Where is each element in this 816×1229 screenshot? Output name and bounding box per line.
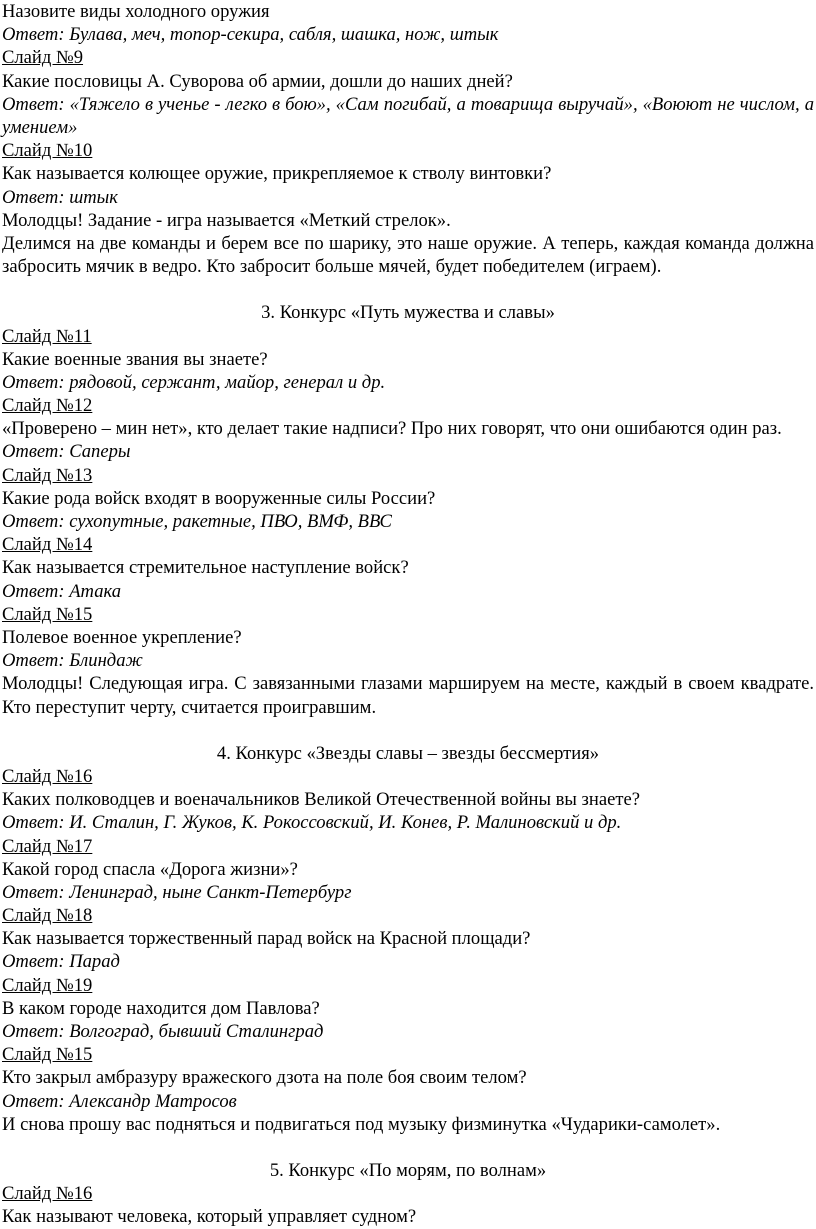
answer: Ответ: И. Сталин, Г. Жуков, К. Рокоссовский, И. Конев, Р. Малиновский и др. — [2, 812, 622, 834]
paragraph: Делимся на две команды и берем все по шарику, это наше оружие. А теперь, каждая команда должна забросить мячик в ведро. Кто забросит больше мячей, будет победителем (играем). — [2, 232, 814, 278]
question: Назовите виды холодного оружия — [2, 1, 270, 22]
section-heading: 5. Конкурс «По морям, по волнам» — [269, 1159, 547, 1181]
slide-heading: Слайд №16 — [2, 765, 93, 787]
slide-heading: Слайд №14 — [2, 534, 93, 556]
question: Как называется стремительное наступление войск? — [2, 557, 409, 579]
slide-heading: Слайд №19 — [2, 974, 93, 996]
slide-heading: Слайд №13 — [2, 464, 93, 486]
question: Как называется торжественный парад войск на Красной площади? — [2, 928, 531, 950]
slide-heading: Слайд №15 — [2, 1044, 93, 1066]
question: «Проверено – мин нет», кто делает такие надписи? Про них говорят, что они ошибаются один раз. — [2, 418, 782, 440]
answer: Ответ: рядовой, сержант, майор, генерал и др. — [2, 371, 386, 393]
question: Какой город спасла «Дорога жизни»? — [2, 858, 298, 880]
paragraph: Молодцы! Задание - игра называется «Меткий стрелок». — [2, 209, 451, 231]
question: В каком городе находится дом Павлова? — [2, 997, 320, 1019]
question: Как называется колющее оружие, прикрепляемое к стволу винтовки? — [2, 163, 552, 185]
answer: Ответ: Александр Матросов — [2, 1090, 237, 1112]
question: Какие рода войск входят в вооруженные силы России? — [2, 487, 436, 509]
answer: Ответ: «Тяжело в ученье - легко в бою», «Сам погибай, а товарища выручай», «Воюют не числом, а умением» — [2, 93, 814, 138]
slide-heading: Слайд №10 — [2, 140, 93, 162]
paragraph: Молодцы! Следующая игра. С завязанными глазами маршируем на месте, каждый в своем квадрате. Кто переступит черту, считается проигравшим. — [2, 673, 814, 718]
document-page — [2, 0, 814, 1229]
answer: Ответ: Саперы — [2, 441, 131, 463]
slide-heading: Слайд №16 — [2, 1183, 93, 1205]
answer: Ответ: штык — [2, 186, 118, 208]
question: Какие военные звания вы знаете? — [2, 348, 268, 370]
question: Какие пословицы А. Суворова об армии, дошли до наших дней? — [2, 70, 513, 92]
section-heading: 4. Конкурс «Звезды славы – звезды бессмертия» — [216, 742, 600, 764]
section-heading: 3. Конкурс «Путь мужества и славы» — [261, 302, 555, 324]
answer: Ответ: Парад — [2, 951, 120, 973]
answer: Ответ: Булава, меч, топор-секира, сабля, шашка, нож, штык — [2, 24, 499, 46]
answer: Ответ: Блиндаж — [2, 650, 143, 672]
paragraph: И снова прошу вас подняться и подвигаться под музыку физминутка «Чударики-самолет». — [2, 1113, 721, 1135]
question: Полевое военное укрепление? — [2, 626, 242, 648]
slide-heading: Слайд №15 — [2, 603, 93, 625]
answer: Ответ: Волгоград, бывший Сталинград — [2, 1021, 324, 1043]
slide-heading: Слайд №17 — [2, 835, 93, 857]
question: Каких полководцев и военачальников Великой Отечественной войны вы знаете? — [2, 789, 640, 811]
slide-heading: Слайд №9 — [2, 47, 84, 69]
question: Как называют человека, который управляет судном? — [2, 1206, 417, 1228]
answer: Ответ: сухопутные, ракетные, ПВО, ВМФ, ВВС — [2, 511, 392, 533]
slide-heading: Слайд №18 — [2, 905, 93, 927]
answer: Ответ: Ленинград, ныне Санкт-Петербург — [2, 881, 352, 903]
slide-heading: Слайд №11 — [2, 325, 92, 347]
answer: Ответ: Атака — [2, 580, 122, 602]
slide-heading: Слайд №12 — [2, 395, 93, 417]
question: Кто закрыл амбразуру вражеского дзота на поле боя своим телом? — [2, 1067, 527, 1089]
